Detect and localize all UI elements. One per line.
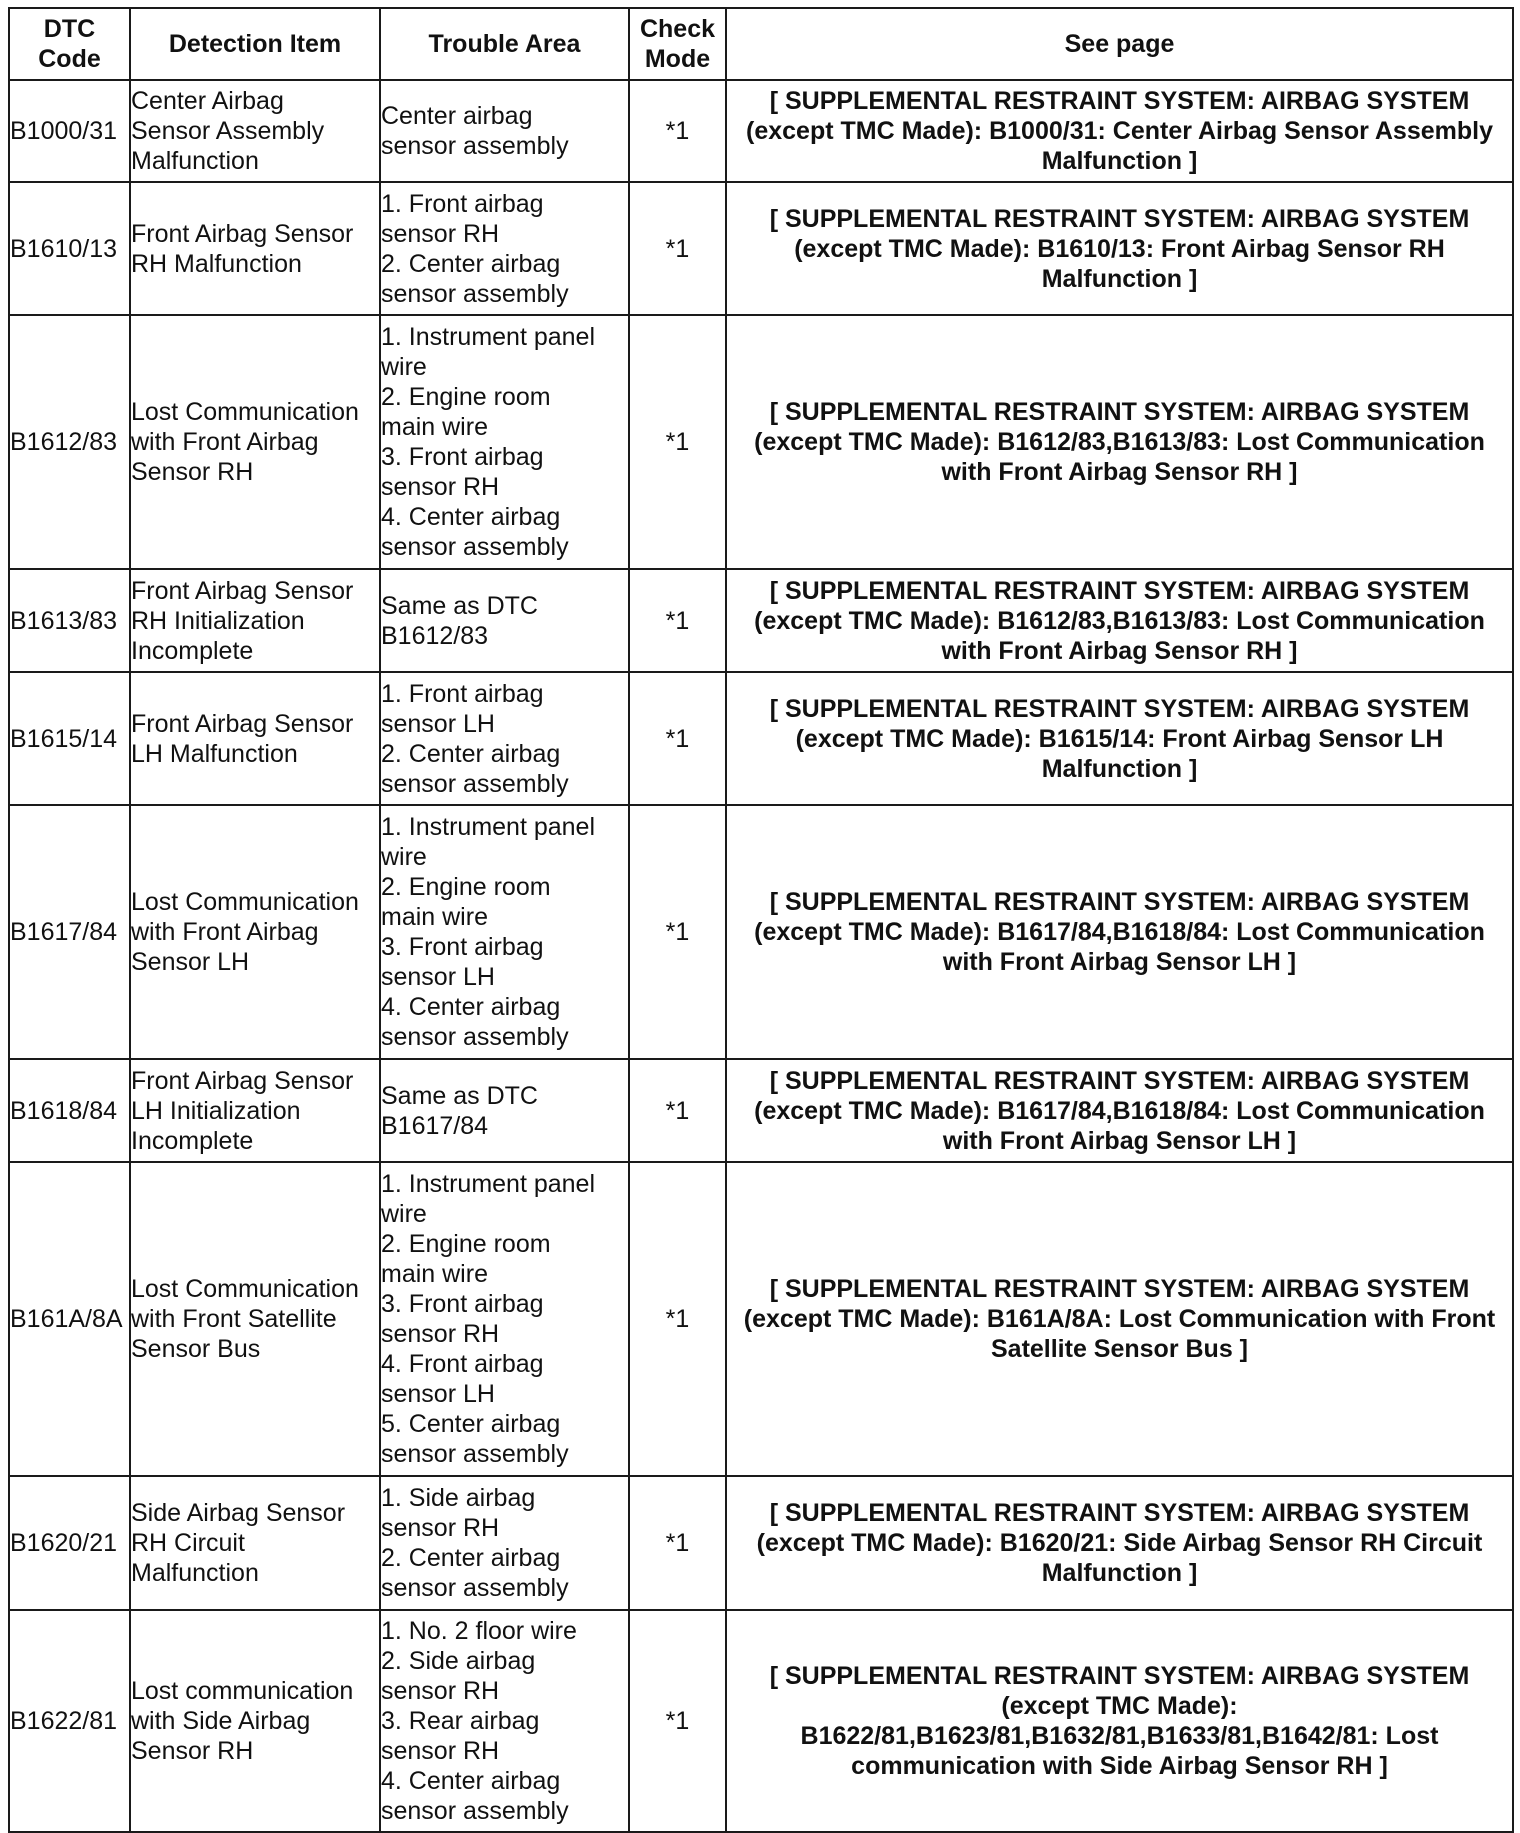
table-body: [9, 80, 1513, 1832]
check-mode-cell: *1: [629, 1610, 726, 1832]
table-row: [9, 672, 1513, 805]
detection-item-cell: Lost communication with Side Airbag Sensor RH: [130, 1610, 380, 1832]
trouble-area-cell: 1. Front airbag sensor RH 2. Center airbag sensor assembly: [380, 182, 629, 315]
header-dtc-code: DTC Code: [9, 8, 130, 80]
table-row: [9, 1610, 1513, 1832]
trouble-area-cell: 1. Instrument panel wire 2. Engine room main wire 3. Front airbag sensor RH 4. Center airbag sensor assembly: [380, 315, 629, 569]
see-page-link[interactable]: [ SUPPLEMENTAL RESTRAINT SYSTEM: AIRBAG SYSTEM (except TMC Made): B1612/83,B1613/83: Lost Communication with Front Airbag Sensor RH ]: [726, 315, 1513, 569]
dtc-code-cell: B161A/8A: [9, 1162, 130, 1476]
see-page-link[interactable]: [ SUPPLEMENTAL RESTRAINT SYSTEM: AIRBAG SYSTEM (except TMC Made): B1000/31: Center Airbag Sensor Assembly Malfunction ]: [726, 80, 1513, 182]
dtc-code-cell: B1613/83: [9, 569, 130, 672]
trouble-area-cell: 1. Instrument panel wire 2. Engine room main wire 3. Front airbag sensor RH 4. Front airbag sensor LH 5. Center airbag sensor assembly: [380, 1162, 629, 1476]
header-see-page: See page: [726, 8, 1513, 80]
dtc-table: [8, 7, 1514, 1833]
table-row: [9, 805, 1513, 1059]
dtc-code-cell: B1620/21: [9, 1476, 130, 1610]
check-mode-cell: *1: [629, 1476, 726, 1610]
detection-item-cell: Lost Communication with Front Satellite Sensor Bus: [130, 1162, 380, 1476]
dtc-code-cell: B1617/84: [9, 805, 130, 1059]
dtc-code-cell: B1612/83: [9, 315, 130, 569]
see-page-link[interactable]: [ SUPPLEMENTAL RESTRAINT SYSTEM: AIRBAG SYSTEM (except TMC Made): B1610/13: Front Airbag Sensor RH Malfunction ]: [726, 182, 1513, 315]
table-row: [9, 1059, 1513, 1162]
see-page-link[interactable]: [ SUPPLEMENTAL RESTRAINT SYSTEM: AIRBAG SYSTEM (except TMC Made): B1617/84,B1618/84: Lost Communication with Front Airbag Sensor LH ]: [726, 1059, 1513, 1162]
dtc-code-cell: B1610/13: [9, 182, 130, 315]
detection-item-cell: Lost Communication with Front Airbag Sensor RH: [130, 315, 380, 569]
header-detection-item: Detection Item: [130, 8, 380, 80]
check-mode-cell: *1: [629, 1059, 726, 1162]
see-page-link[interactable]: [ SUPPLEMENTAL RESTRAINT SYSTEM: AIRBAG SYSTEM (except TMC Made): B1612/83,B1613/83: Lost Communication with Front Airbag Sensor RH ]: [726, 569, 1513, 672]
detection-item-cell: Lost Communication with Front Airbag Sensor LH: [130, 805, 380, 1059]
table-row: [9, 182, 1513, 315]
trouble-area-cell: Same as DTC B1612/83: [380, 569, 629, 672]
dtc-code-cell: B1000/31: [9, 80, 130, 182]
table-row: [9, 315, 1513, 569]
see-page-link[interactable]: [ SUPPLEMENTAL RESTRAINT SYSTEM: AIRBAG SYSTEM (except TMC Made): B161A/8A: Lost Communication with Front Satellite Sensor Bus ]: [726, 1162, 1513, 1476]
detection-item-cell: Front Airbag Sensor LH Malfunction: [130, 672, 380, 805]
trouble-area-cell: Center airbag sensor assembly: [380, 80, 629, 182]
check-mode-cell: *1: [629, 80, 726, 182]
see-page-link[interactable]: [ SUPPLEMENTAL RESTRAINT SYSTEM: AIRBAG SYSTEM (except TMC Made): B1617/84,B1618/84: Lost Communication with Front Airbag Sensor LH ]: [726, 805, 1513, 1059]
check-mode-cell: *1: [629, 1162, 726, 1476]
check-mode-cell: *1: [629, 805, 726, 1059]
dtc-code-cell: B1615/14: [9, 672, 130, 805]
header-row: [9, 8, 1513, 80]
header-trouble-area: Trouble Area: [380, 8, 629, 80]
detection-item-cell: Center Airbag Sensor Assembly Malfunction: [130, 80, 380, 182]
check-mode-cell: *1: [629, 672, 726, 805]
check-mode-cell: *1: [629, 315, 726, 569]
trouble-area-cell: 1. No. 2 floor wire 2. Side airbag sensor RH 3. Rear airbag sensor RH 4. Center airbag sensor assembly: [380, 1610, 629, 1832]
trouble-area-cell: 1. Side airbag sensor RH 2. Center airbag sensor assembly: [380, 1476, 629, 1610]
table-row: [9, 1162, 1513, 1476]
check-mode-cell: *1: [629, 569, 726, 672]
dtc-code-cell: B1622/81: [9, 1610, 130, 1832]
check-mode-cell: *1: [629, 182, 726, 315]
detection-item-cell: Side Airbag Sensor RH Circuit Malfunction: [130, 1476, 380, 1610]
trouble-area-cell: 1. Instrument panel wire 2. Engine room main wire 3. Front airbag sensor LH 4. Center airbag sensor assembly: [380, 805, 629, 1059]
see-page-link[interactable]: [ SUPPLEMENTAL RESTRAINT SYSTEM: AIRBAG SYSTEM (except TMC Made): B1622/81,B1623/81,B1632/81,B1633/81,B1642/81: Lost communication with Side Airbag Sensor RH ]: [726, 1610, 1513, 1832]
see-page-link[interactable]: [ SUPPLEMENTAL RESTRAINT SYSTEM: AIRBAG SYSTEM (except TMC Made): B1615/14: Front Airbag Sensor LH Malfunction ]: [726, 672, 1513, 805]
detection-item-cell: Front Airbag Sensor LH Initialization Incomplete: [130, 1059, 380, 1162]
header-check-mode: Check Mode: [629, 8, 726, 80]
see-page-link[interactable]: [ SUPPLEMENTAL RESTRAINT SYSTEM: AIRBAG SYSTEM (except TMC Made): B1620/21: Side Airbag Sensor RH Circuit Malfunction ]: [726, 1476, 1513, 1610]
table-row: [9, 1476, 1513, 1610]
dtc-code-cell: B1618/84: [9, 1059, 130, 1162]
detection-item-cell: Front Airbag Sensor RH Malfunction: [130, 182, 380, 315]
trouble-area-cell: Same as DTC B1617/84: [380, 1059, 629, 1162]
table-row: [9, 80, 1513, 182]
table-row: [9, 569, 1513, 672]
trouble-area-cell: 1. Front airbag sensor LH 2. Center airbag sensor assembly: [380, 672, 629, 805]
detection-item-cell: Front Airbag Sensor RH Initialization Incomplete: [130, 569, 380, 672]
table-header: [9, 8, 1513, 80]
